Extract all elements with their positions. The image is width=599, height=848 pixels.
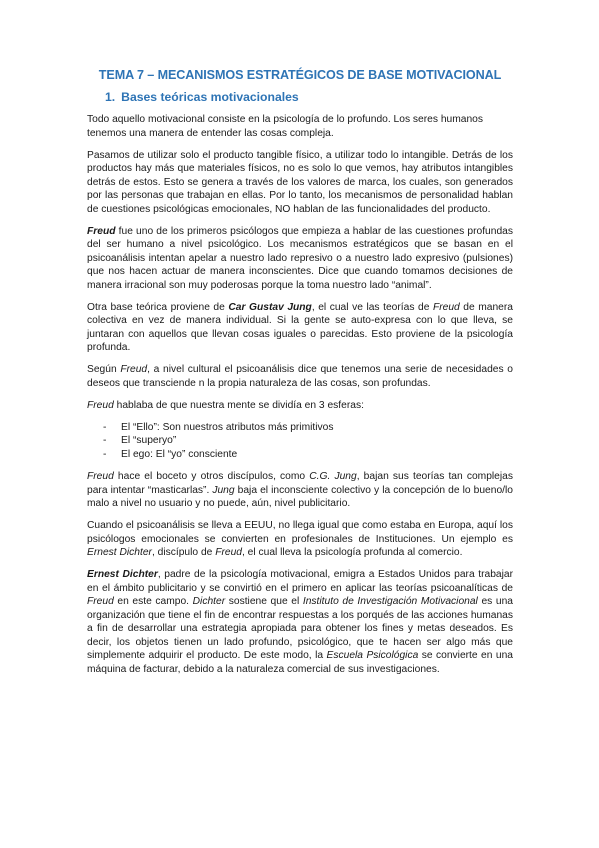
paragraph-5-text-c: , a nivel cultural el psicoanálisis dice que tenemos una serie de necesidades o deseos que transciende n la propia naturaleza de las cosas, son profundas. [87, 364, 513, 389]
name-freud: Freud [120, 364, 148, 375]
school-name: Escuela Psicológica [326, 650, 419, 661]
paragraph-1: Todo aquello motivacional consiste en la psicología de lo profundo. Los seres humanos tenemos una manera de entender las cosas compleja. [87, 114, 484, 139]
name-freud: Freud [215, 547, 242, 558]
paragraph-4-text-e: de manera colectiva en vez de manera individual. Si la gente se auto-expresa con lo que lleva, se juntaran con aquellos que llevan cosas iguales o parecidas. Esto proviene de la psicología profunda. [87, 301, 513, 353]
name-freud: Freud [87, 225, 116, 237]
paragraph-6-text: hablaba de que nuestra mente se dividía en 3 esferas: [113, 399, 364, 411]
institute-name: Instituto de Investigación Motivacional [302, 596, 478, 607]
paragraph-4 [87, 301, 513, 355]
name-jung: Car Gustav Jung [228, 301, 312, 313]
paragraph-4-text-a: Otra base teórica proviene de [87, 301, 229, 313]
name-cg-jung: C.G. Jung [309, 471, 357, 482]
name-freud: Freud [87, 399, 114, 411]
section-label: Bases teóricas motivacionales [121, 90, 299, 104]
paragraph-3 [87, 225, 513, 293]
paragraph-9-text-j: se convierte en una máquina de facturar, debido a la naturaleza comercial de sus investigaciones. [87, 650, 514, 675]
name-jung: Jung [212, 484, 235, 496]
paragraph-8 [87, 519, 513, 560]
paragraph-8-text-c: , discípulo de [151, 547, 216, 558]
list-item-text: El “Ello”: Son nuestros atributos más primitivos [121, 421, 334, 433]
paragraph-7-text-b: hace el boceto y otros discípulos, como [113, 471, 310, 482]
spheres-list [87, 421, 513, 462]
paragraph-9 [87, 568, 513, 676]
name-dichter: Ernest Dichter [87, 569, 158, 580]
name-dichter: Dichter [192, 596, 226, 607]
paragraph-9-text-d: en este campo. [113, 596, 193, 607]
bullet-dash: - [103, 421, 107, 433]
section-number: 1. [105, 90, 116, 104]
paragraph-7 [87, 470, 513, 511]
name-freud: Freud [87, 471, 114, 482]
list-item-text: El “superyo” [121, 435, 177, 446]
bullet-dash: - [103, 435, 107, 446]
bullet-dash: - [103, 448, 107, 460]
paragraph-8-text-a: Cuando el psicoanálisis se lleva a EEUU, no llega igual que como estaba en Europa, aquí los psicólogos emocionales se convierten en profesionales de Instituciones. Un ejemplo es [87, 520, 513, 545]
paragraph-9-text-b: , padre de la psicología motivacional, emigra a Estados Unidos para trabajar en el ámbito publicitario y se convirtió en el primero en aplicar las teorías psicoanalíticas de [87, 569, 513, 594]
name-freud: Freud [432, 301, 460, 313]
section-heading [87, 90, 513, 104]
paragraph-3-text: fue uno de los primeros psicólogos que empieza a hablar de las cuestiones profundas del ser humano a nivel psicológico. Los mecanismos estratégicos que se basan en el psicoanálisis intentan apelar a nuestro lado represivo o a nuestro lado expresivo (pulsiones) que nos hacen actuar de manera inconscientes. Dice que cuando tomamos decisiones de manera irracional son muy poderosas porque la toma nuestro lado “animal”. [87, 225, 513, 291]
paragraph-8-text-e: , el cual lleva la psicología profunda al comercio. [241, 547, 463, 558]
name-freud: Freud [87, 596, 114, 607]
paragraph-9-text-f: sostiene que el [225, 596, 303, 607]
paragraph-7-text-d: , bajan sus teorías tan complejas para intentar “masticarlas”. [87, 471, 513, 496]
paragraph-7-text-f: baja el inconsciente colectivo y la concepción de lo bueno/lo malo a nivel no usuario y no puede, aún, nivel publicitario. [87, 484, 513, 509]
list-item [103, 434, 513, 448]
paragraph-4-text-c: , el cual ve las teorías de [311, 301, 433, 313]
paragraph-5-text-a: Según [87, 364, 121, 375]
list-item [103, 421, 513, 435]
document-title: TEMA 7 – MECANISMOS ESTRATÉGICOS DE BASE MOTIVACIONAL [98, 68, 502, 82]
list-item [103, 448, 513, 462]
paragraph-2: Pasamos de utilizar solo el producto tangible físico, a utilizar todo lo intangible. Detrás de los productos hay más que materiales físicos, no es solo lo que vemos, hay atributos intangibles detrás de estos. Esto se genera a través de los valores de marca, los cuales, son generados por las personas que trabajan en ellas. Por lo tanto, los mecanismos de personalidad hablan de cuestiones psicológicas emocionales, NO hablan de las funcionalidades del producto. [87, 149, 513, 215]
name-dichter: Ernest Dichter [87, 547, 152, 558]
paragraph-5 [87, 363, 513, 390]
paragraph-9-text-h: es una organización que tiene el fin de encontrar respuestas a los porqués de las acciones humanas a fin de desarrollar una estrategia apropiada para obtener los fines y metas deseados. Es decir, los objetos tienen un lado profundo, psicológico, que te hacen ser algo más que simplemente adquirir el producto. De este modo, la [87, 596, 514, 661]
paragraph-6 [87, 399, 513, 413]
list-item-text: El ego: El “yo” consciente [121, 448, 238, 460]
